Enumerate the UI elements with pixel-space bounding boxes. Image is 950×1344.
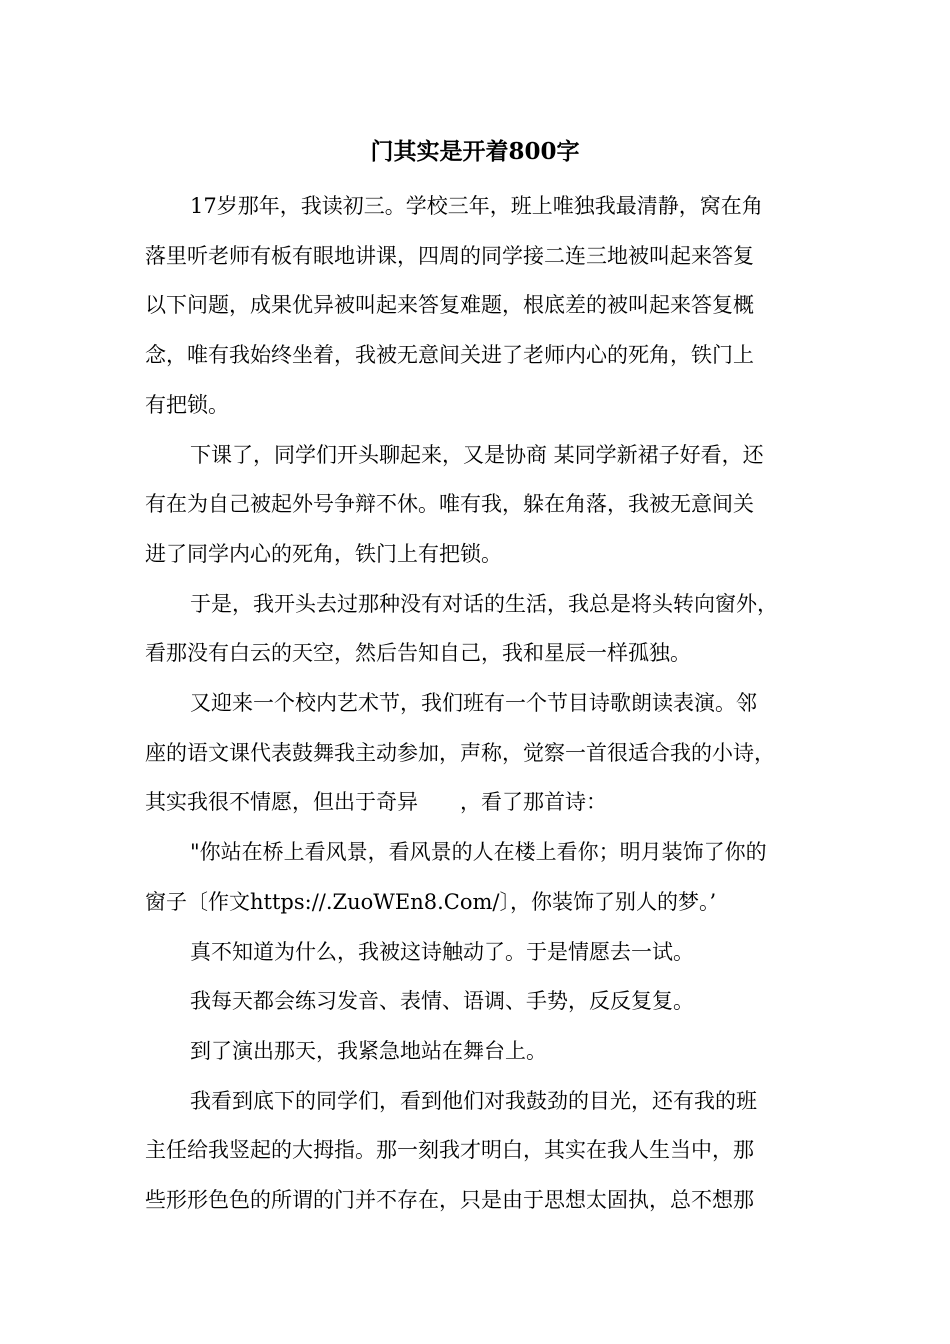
text-line: 看那没有白云的天空，然后告知自己，我和星辰一样孤独。	[145, 641, 691, 666]
paragraph	[145, 977, 810, 1027]
paragraph	[145, 828, 810, 927]
document-body	[145, 182, 810, 1226]
text-line: 17岁那年，我读初三。学校三年，班上唯独我最清静，窝在角	[190, 194, 763, 218]
text-line: 其实我很不情愿，但出于奇异 ，看了那首诗：	[145, 790, 607, 815]
text-line: 于是，我开头去过那种没有对话的生活，我总是将头转向窗外，	[190, 591, 778, 616]
text-line: 座的语文课代表鼓舞我主动参加，声称，觉察一首很适合我的小诗，	[145, 740, 775, 765]
text-line: 进了同学内心的死角，铁门上有把锁。	[145, 541, 502, 566]
text-line: 主任给我竖起的大拇指。那一刻我才明白，其实在我人生当中，那	[145, 1138, 754, 1163]
paragraph	[145, 431, 810, 580]
paragraph	[145, 679, 810, 828]
text-line: 有把锁。	[145, 392, 229, 417]
text-line: 又迎来一个校内艺术节，我们班有一个节目诗歌朗读表演。邻	[190, 691, 757, 716]
paragraph	[145, 1077, 810, 1226]
text-line: 到了演出那天，我紧急地站在舞台上。	[190, 1038, 547, 1063]
text-line: 窗子〔作文https://.ZuoWEn8.Com/〕，你装饰了别人的梦。’	[145, 889, 717, 914]
text-line: 我看到底下的同学们，看到他们对我鼓劲的目光，还有我的班	[190, 1088, 757, 1113]
paragraph	[145, 1027, 810, 1077]
text-line: 念，唯有我始终坐着，我被无意间关进了老师内心的死角，铁门上	[145, 343, 754, 368]
page-title: 门其实是开着800字	[370, 138, 580, 165]
text-line: 有在为自己被起外号争辩不休。唯有我，躲在角落，我被无意间关	[145, 492, 754, 517]
paragraph	[145, 182, 810, 431]
text-line: 些形形色色的所谓的门并不存在，只是由于思想太固执，总不想那	[145, 1188, 754, 1213]
text-line: 以下问题，成果优异被叫起来答复难题，根底差的被叫起来答复概	[145, 293, 754, 318]
paragraph	[145, 928, 810, 978]
text-line: 真不知道为什么，我被这诗触动了。于是情愿去一试。	[190, 939, 694, 964]
paragraph	[145, 580, 810, 679]
text-line: 下课了，同学们开头聊起来，又是协商 某同学新裙子好看，还	[190, 442, 764, 467]
text-line: 落里听老师有板有眼地讲课，四周的同学接二连三地被叫起来答复	[145, 243, 754, 268]
text-line: "你站在桥上看风景，看风景的人在楼上看你；明月装饰了你的	[190, 840, 767, 865]
text-line: 我每天都会练习发音、表情、语调、手势，反反复复。	[190, 989, 694, 1014]
